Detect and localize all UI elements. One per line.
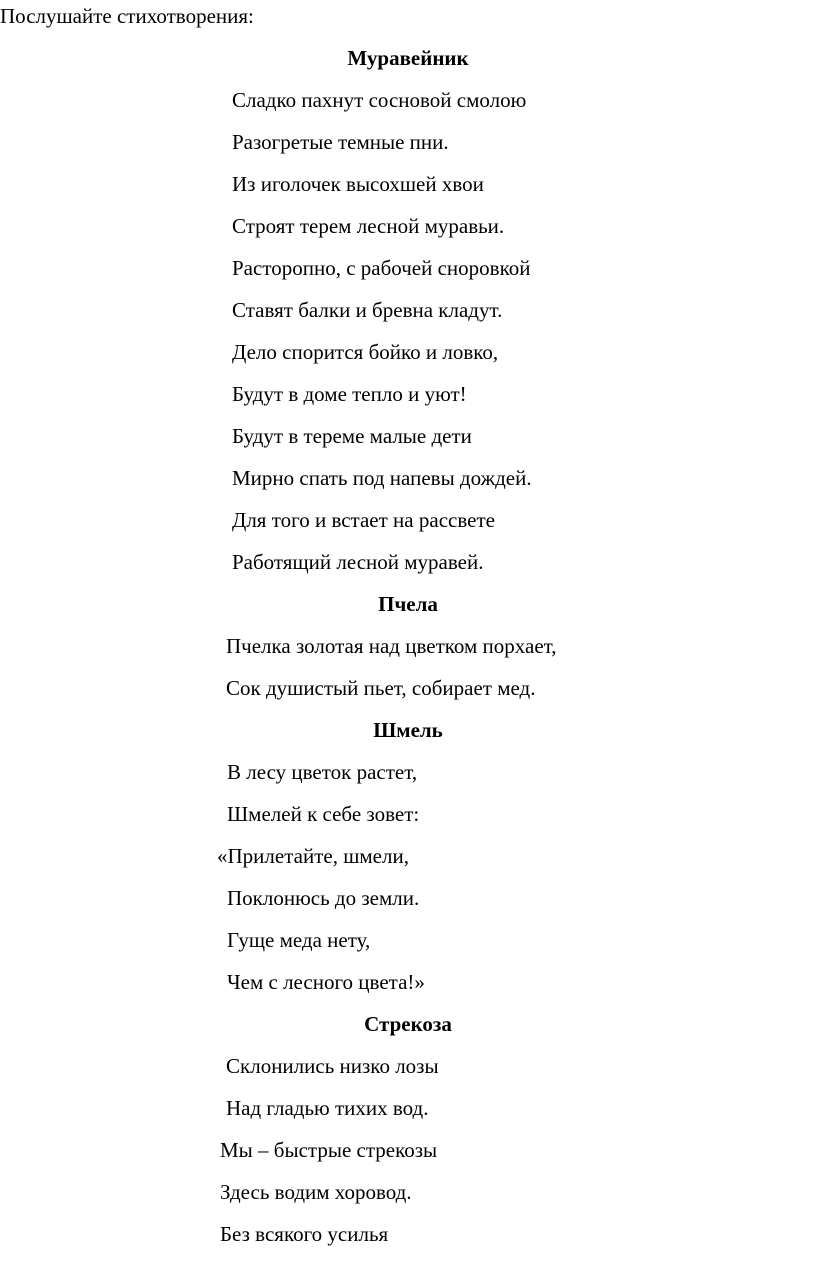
poem-line: Шмелей к себе зовет: (227, 802, 420, 826)
poem-line: Над гладью тихих вод. (226, 1096, 429, 1120)
poem-line: Разогретые темные пни. (232, 130, 449, 154)
poem-line: Гуще меда нету, (227, 928, 371, 952)
poem-line: Ставят балки и бревна кладут. (232, 298, 503, 322)
poem-line: Мирно спать под напевы дождей. (232, 466, 532, 490)
poem-line: Поклонюсь до земли. (227, 886, 420, 910)
poem-line: Сок душистый пьет, собирает мед. (226, 676, 536, 700)
poem-title-muraveynik: Муравейник (347, 46, 469, 70)
poem-line: В лесу цветок растет, (227, 760, 418, 784)
poem-line: Мы – быстрые стрекозы (220, 1138, 438, 1162)
poem-line: Работящий лесной муравей. (232, 550, 484, 574)
intro-text: Послушайте стихотворения: (0, 4, 254, 28)
poem-line: Сладко пахнут сосновой смолою (232, 88, 527, 112)
poem-line: Из иголочек высохшей хвои (232, 172, 484, 196)
poem-line: Пчелка золотая над цветком порхает, (226, 634, 557, 658)
poem-title-shmel: Шмель (373, 718, 443, 742)
poem-title-strekoza: Стрекоза (364, 1012, 452, 1036)
poem-line: Чем с лесного цвета!» (227, 970, 425, 994)
poem-line: Строят терем лесной муравьи. (232, 214, 505, 238)
poem-line: Расторопно, с рабочей сноровкой (232, 256, 531, 280)
poem-line: Будут в тереме малые дети (232, 424, 472, 448)
poem-line: Склонились низко лозы (226, 1054, 439, 1078)
poem-line: Для того и встает на рассвете (232, 508, 495, 532)
poem-line: Без всякого усилья (220, 1222, 389, 1246)
poem-line: Дело спорится бойко и ловко, (232, 340, 499, 364)
poem-line: Здесь водим хоровод. (220, 1180, 412, 1204)
poem-title-pchela: Пчела (378, 592, 438, 616)
poem-line: Будут в доме тепло и уют! (232, 382, 467, 406)
poem-line: «Прилетайте, шмели, (217, 844, 409, 868)
